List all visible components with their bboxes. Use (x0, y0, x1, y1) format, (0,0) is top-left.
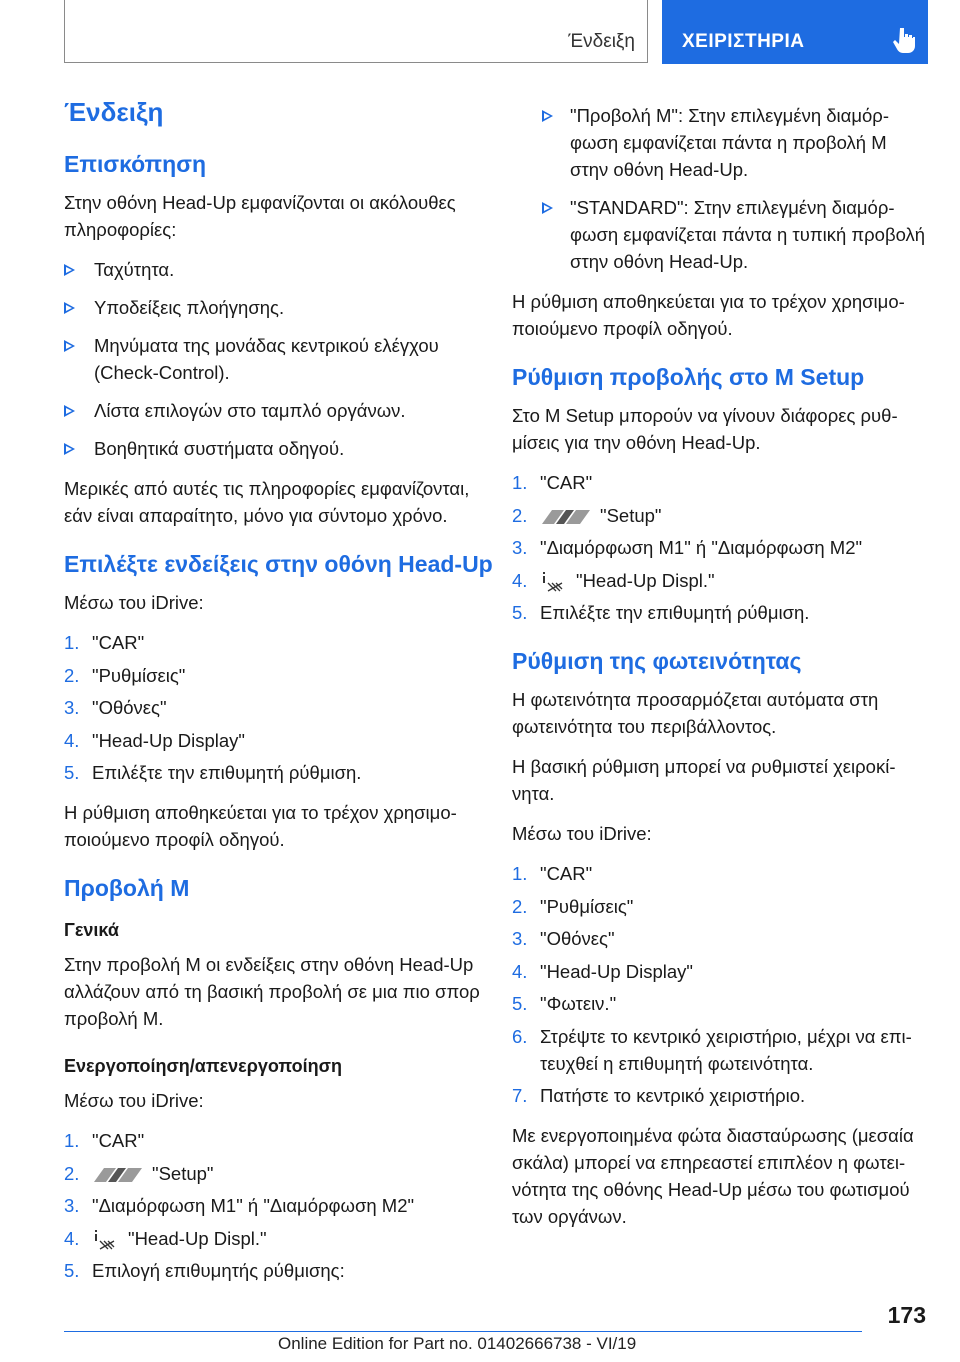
step-item: 5. Επιλέξτε την επιθυμητή ρύθμιση. (64, 762, 362, 783)
step-item: 3. "Διαμόρφωση M1" ή "Διαμόρφωση M2" (512, 537, 863, 558)
step-item: 1. "CAR" (64, 632, 145, 653)
overview-note: Μερικές από αυτές τις πληροφορίες εμφανίζονται, εάν είναι απαραίτητο, μόνο για σύντομο χρόνο. (64, 478, 470, 526)
overview-list (64, 256, 494, 462)
step-item: 4. "Head-Up Displ." (512, 567, 930, 594)
brightness-via: Μέσω του iDrive: (512, 823, 652, 844)
step-item: 2. "Setup" (512, 504, 662, 526)
footer-edition: Online Edition for Part no. 01402666738 - VI/19 (278, 1334, 637, 1353)
select-note: Η ρύθμιση αποθηκεύεται για το τρέχον χρησιμοποιούμενο προφίλ οδηγού. (64, 802, 457, 850)
triangle-bullet-icon (64, 443, 75, 455)
step-item: 4. "Head-Up Display" (64, 729, 245, 751)
step-item: 4. "Head-Up Displ." (64, 1225, 494, 1252)
step-item: 2. "Setup" (64, 1162, 214, 1184)
head-up-display-icon (92, 1229, 120, 1251)
overview-intro: Στην οθόνη Head-Up εμφανίζονται οι ακόλουθες πληροφορίες: (64, 192, 456, 240)
list-item: Βοηθητικά συστήματα οδηγού. (64, 435, 494, 462)
activation-heading: Ενεργοποίηση/απενεργοποίηση (64, 1056, 342, 1076)
overview-heading: Επισκόπηση (64, 151, 206, 177)
step-item: 1. "CAR" (64, 1130, 145, 1151)
brightness-p2: Η βασική ρύθμιση μπορεί να ρυθμιστεί χειροκίνητα. (512, 756, 896, 804)
triangle-bullet-icon (542, 110, 553, 122)
head-up-display-icon (540, 571, 568, 593)
step-item: 6. Στρέψτε το κεντρικό χειριστήριο, μέχρι να επιτευχθεί η επιθυμητή φωτεινότητα. (512, 1025, 912, 1074)
left-column (64, 96, 494, 1297)
select-heading: Επιλέξτε ενδείξεις στην οθόνη Head-Up (64, 551, 493, 577)
step-item: 1. "CAR" (512, 472, 593, 493)
select-steps (64, 629, 494, 786)
list-item: Υποδείξεις πλοήγησης. (64, 294, 494, 321)
select-via: Μέσω του iDrive: (64, 592, 204, 613)
chapter-tab-label: ΧΕΙΡΙΣΤΗΡΙΑ (682, 31, 805, 52)
list-item: "STANDARD": Στην επιλεγμένη διαμόρφωση εμφανίζεται πάντα η τυπική προβολή στην οθόνη Head-Up. (512, 194, 930, 275)
page-number: 173 (887, 1302, 926, 1328)
section-title: Ένδειξη (568, 31, 635, 52)
step-item: 5. "Φωτειν." (512, 993, 617, 1014)
list-item: Ταχύτητα. (64, 256, 494, 283)
mode-note: Η ρύθμιση αποθηκεύεται για το τρέχον χρησιμοποιούμενο προφίλ οδηγού. (512, 291, 905, 339)
page-title: Ένδειξη (64, 97, 164, 127)
hand-pointer-icon (892, 26, 916, 54)
step-item: 1. "CAR" (512, 863, 593, 884)
step-item: 7. Πατήστε το κεντρικό χειριστήριο. (512, 1085, 806, 1106)
step-item: 2. "Ρυθμίσεις" (512, 895, 634, 917)
triangle-bullet-icon (64, 264, 75, 276)
step-item: 3. "Οθόνες" (512, 928, 615, 949)
m-stripes-icon (540, 508, 592, 526)
m-stripes-icon (92, 1166, 144, 1184)
triangle-bullet-icon (542, 202, 553, 214)
brightness-steps (512, 860, 930, 1109)
step-item: 5. Επιλογή επιθυμητής ρύθμισης: (64, 1260, 345, 1281)
brightness-heading: Ρύθμιση της φωτεινότητας (512, 648, 802, 674)
footer-divider (64, 1331, 862, 1332)
chapter-tab (662, 0, 928, 64)
triangle-bullet-icon (64, 405, 75, 417)
step-item: 2. "Ρυθμίσεις" (64, 664, 186, 686)
m-setup-steps (512, 469, 930, 626)
general-heading: Γενικά (64, 920, 119, 940)
list-item: "Προβολή M": Στην επιλεγμένη διαμόρφωση εμφανίζεται πάντα η προβολή M στην οθόνη Head-Up. (512, 102, 930, 183)
brightness-note: Με ενεργοποιημένα φώτα διασταύρωσης (μεσαία σκάλα) μπορεί να επηρεαστεί επιπλέον η φωτεινότητα της οθόνης Head-Up μέσω του φωτισμού των οργάνων. (512, 1125, 914, 1227)
activation-steps (64, 1127, 494, 1284)
list-item: Μηνύματα της μονάδας κεντρικού ελέγχου (Check-Control). (64, 332, 494, 386)
right-column (512, 96, 930, 1243)
mode-list (512, 102, 930, 275)
step-item: 4. "Head-Up Display" (512, 960, 693, 982)
brightness-p1: Η φωτεινότητα προσαρμόζεται αυτόματα στη φωτεινότητα του περιβάλλοντος. (512, 689, 879, 737)
triangle-bullet-icon (64, 302, 75, 314)
m-view-heading: Προβολή M (64, 875, 190, 901)
step-item: 3. "Οθόνες" (64, 697, 167, 718)
m-setup-heading: Ρύθμιση προβολής στο M Setup (512, 364, 865, 390)
general-text: Στην προβολή M οι ενδείξεις στην οθόνη Head-Up αλλάζουν από τη βασική προβολή σε μια πιο σπορ προβολή M. (64, 954, 480, 1029)
step-item: 3. "Διαμόρφωση M1" ή "Διαμόρφωση M2" (64, 1195, 415, 1216)
page-header (64, 0, 928, 64)
activation-via: Μέσω του iDrive: (64, 1090, 204, 1111)
m-setup-intro: Στο M Setup μπορούν να γίνουν διάφορες ρυθμίσεις για την οθόνη Head-Up. (512, 405, 898, 453)
triangle-bullet-icon (64, 340, 75, 352)
list-item: Λίστα επιλογών στο ταμπλό οργάνων. (64, 397, 494, 424)
step-item: 5. Επιλέξτε την επιθυμητή ρύθμιση. (512, 602, 810, 623)
section-title-box (64, 0, 648, 63)
